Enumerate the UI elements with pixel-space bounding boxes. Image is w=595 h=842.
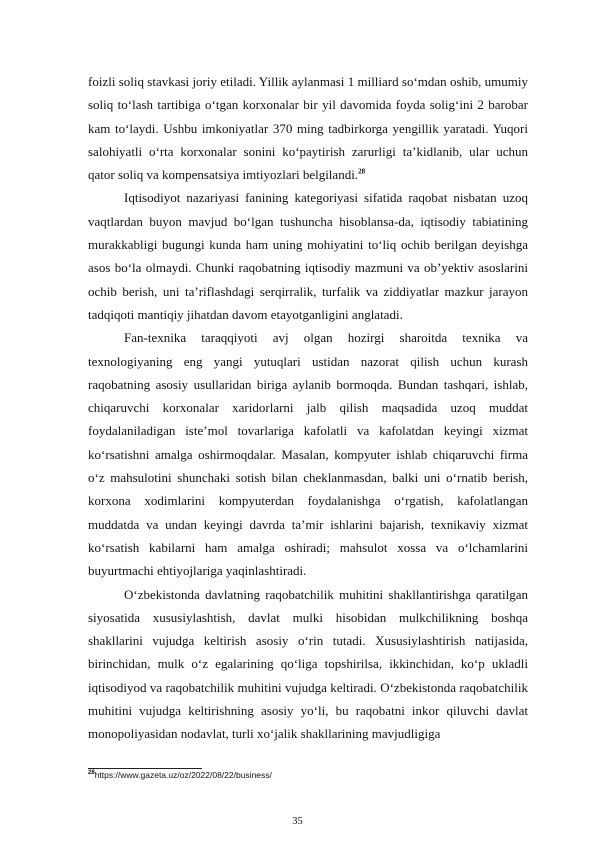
- footnote: [88, 770, 272, 781]
- paragraph-1-text: foizli soliq stavkasi joriy etiladi. Yillik aylanmasi 1 milliard so‘mdan oshib, umumiy soliq to‘lash tartibiga o‘tgan korxonalar bir yil davomida foyda solig‘ini 2 barobar kam to‘laydi. Ushbu imkoniyatlar 370 ming tadbirkorga yengillik yaratadi. Yuqori salohiyatli o‘rta korxonalar sonini ko‘paytirish zarurligi ta’kidlanib, ular uchun qator soliq va kompensatsiya imtiyozlari belgilandi.: [88, 74, 528, 183]
- page-number: 35: [292, 816, 303, 827]
- paragraph-1: [88, 70, 528, 186]
- footnote-number: 28: [88, 770, 95, 777]
- body-text: [88, 70, 528, 746]
- footnote-link[interactable]: https://www.gazeta.uz/oz/2022/08/22/business/: [94, 770, 272, 780]
- paragraph-4: O‘zbekistonda davlatning raqobatchilik muhitini shakllantirishga qaratilgan siyosatida xususiylashtish, davlat mulki hisobidan mulkchilikning boshqa shakllarini vujudga keltirish asosiy o‘rin tutadi. Xususiylashtirish natijasida, birinchidan, mulk o‘z egalarining qo‘liga topshirilsa, ikkinchidan, ko‘p ukladli iqtisodiyod va raqobatchilik muhitini vujudga keltiradi. O‘zbekistonda raqobatchilik muhitini vujudga keltirishning asosiy yo‘li, bu raqobatni inkor qiluvchi davlat monopoliyasidan nodavlat, turli xo‘jalik shakllarining mavjudligiga: [88, 586, 528, 742]
- footnote-reference[interactable]: 28: [358, 167, 366, 176]
- footnote-separator: [88, 768, 202, 769]
- paragraph-2: Iqtisodiyot nazariyasi fanining kategoriyasi sifatida raqobat nisbatan uzoq vaqtlardan buyon mavjud bo‘lgan tushuncha hisoblansa-da, iqtisodiy tabiatining murakkabligi bugungi kunda ham uning mohiyatini to‘liq ochib berilgan deyishga asos bo‘la olmaydi. Chunki raqobatning iqtisodiy mazmuni va ob’yektiv asoslarini ochib berish, uni ta’riflashdagi serqirralik, turfalik va ziddiyatlar mazkur jarayon tadqiqoti mantiqiy jihatdan davom etayotganligini anglatadi.: [88, 190, 528, 322]
- paragraph-3: Fan-texnika taraqqiyoti avj olgan hozirgi sharoitda texnika va texnologiyaning eng yangi yutuqlari ustidan nazorat qilish uchun kurash raqobatning asosiy usullaridan biriga aylanib bormoqda. Bundan tashqari, ishlab, chiqaruvchi korxonalar xaridorlarni jalb qilish maqsadida uzoq muddat foydalaniladigan iste’mol tovarlariga kafolatli va kafolatdan keyingi xizmat ko‘rsatishni amalga oshirmoqdalar. Masalan, kompyuter ishlab chiqaruvchi firma o‘z mahsulotini shunchaki sotish bilan cheklanmasdan, balki uni o‘rnatib berish, korxona xodimlarini kompyuterdan foydalanishga o‘rgatish, kafolatlangan muddatda va undan keyingi davrda ta’mir ishlarini bajarish, texnikaviy xizmat ko‘rsatish kabilarni ham amalga oshiradi; mahsulot xossa va o‘lchamlarini buyurtmachi ehtiyojlariga yaqinlashtiradi.: [88, 330, 528, 579]
